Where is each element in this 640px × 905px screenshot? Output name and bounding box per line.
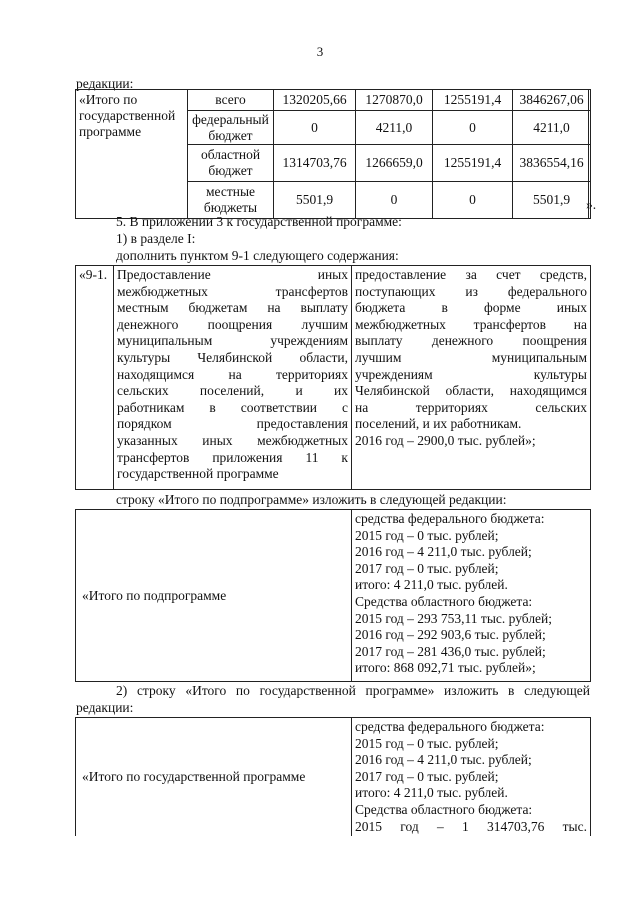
text-line: сельских поселений, и их: [117, 383, 348, 399]
text-line: бюджета в форме иных: [355, 300, 587, 316]
text-line: поступающих из федерального: [355, 283, 587, 299]
closing-mark: ».: [586, 197, 597, 212]
text-line: итого: 4 211,0 тыс. рублей.: [355, 785, 508, 801]
value-2017: 1255191,4: [433, 145, 513, 182]
text-line: находящимся на территориях: [117, 366, 348, 382]
source-cell: областной бюджет: [188, 145, 274, 182]
source-cell: местные бюджеты: [188, 182, 274, 219]
item-funding: [352, 266, 591, 490]
text-line: трансфертов приложения 11 к: [117, 449, 348, 465]
value-total: 3846267,06: [513, 90, 591, 111]
text-line: лучшим муниципальным: [355, 349, 587, 365]
value-2015: 1314703,76: [274, 145, 356, 182]
item-9-1-table: [75, 265, 591, 490]
text-line: муниципальным учреждениям: [117, 333, 348, 349]
value-2017: 1255191,4: [433, 90, 513, 111]
text-line: Средства областного бюджета:: [355, 801, 533, 817]
text-line: межбюджетных трансфертов на: [355, 316, 587, 332]
value-2016: 4211,0: [356, 111, 433, 145]
text-line: межбюджетных трансфертов: [117, 283, 348, 299]
text-line: 2015 год – 0 тыс. рублей;: [355, 527, 499, 543]
source-cell: всего: [188, 90, 274, 111]
text-line: 2017 год – 281 436,0 тыс. рублей;: [355, 643, 546, 659]
text-line: средства федерального бюджета:: [355, 719, 545, 734]
text-line: работникам в соответствии с: [117, 399, 348, 415]
text-line: 2017 год – 0 тыс. рублей;: [355, 560, 499, 576]
value-2016: 1266659,0: [356, 145, 433, 182]
text-line: итого: 4 211,0 тыс. рублей.: [355, 577, 508, 593]
text-line: 2016 год – 292 903,6 тыс. рублей;: [355, 627, 546, 643]
page-number: 3: [316, 44, 324, 59]
subprogram-total-details: [352, 510, 591, 682]
text-line: порядком предоставления: [117, 416, 348, 432]
text-line: предоставление за счет средств,: [355, 267, 587, 282]
text-line: культуры Челябинской области,: [117, 349, 348, 365]
value-total: 4211,0: [513, 111, 591, 145]
value-total: 3836554,16: [513, 145, 591, 182]
text-line: Средства областного бюджета:: [355, 593, 533, 609]
text-line: 2015 год – 293 753,11 тыс. рублей;: [355, 610, 553, 626]
value-2015: 0: [274, 111, 356, 145]
text-line: Предоставление иных: [117, 267, 348, 282]
text-line: государственной программе: [117, 466, 279, 482]
item-number: «9-1.: [76, 266, 114, 490]
source-cell: федеральный бюджет: [188, 111, 274, 145]
paragraph-2: 2) строку «Итого по государственной программе» изложить в следующей: [116, 683, 590, 698]
text-line: 2016 год – 2900,0 тыс. рублей»;: [355, 432, 536, 448]
top-fragment: редакции:: [76, 76, 134, 91]
text-line: итого: 868 092,71 тыс. рублей»;: [355, 660, 536, 676]
paragraph-2-end: редакции:: [76, 700, 134, 715]
value-2015: 1320205,66: [274, 90, 356, 111]
subprogram-total-label: «Итого по подпрограмме: [76, 510, 352, 682]
paragraph-5-1: 1) в разделе I:: [116, 231, 196, 246]
text-line: 2017 год – 0 тыс. рублей;: [355, 768, 499, 784]
paragraph-5-1-add: дополнить пунктом 9-1 следующего содержания:: [116, 248, 399, 263]
paragraph-subprogram: строку «Итого по подпрограмме» изложить в следующей редакции:: [116, 492, 507, 507]
text-line: на территориях сельских: [355, 399, 587, 415]
text-line: поселений, и их работникам.: [355, 416, 522, 432]
text-line: учреждениям культуры: [355, 366, 587, 382]
text-line: 2016 год – 4 211,0 тыс. рублей;: [355, 752, 532, 768]
program-total-label: «Итого по государственной программе: [76, 90, 188, 219]
program-totals-table: [75, 89, 591, 219]
value-2017: 0: [433, 182, 513, 219]
value-total: 5501,9: [513, 182, 591, 219]
text-line: 2015 год – 0 тыс. рублей;: [355, 735, 499, 751]
item-description: [114, 266, 352, 490]
text-line: 2016 год – 4 211,0 тыс. рублей;: [355, 544, 532, 560]
text-line: выплату денежного поощрения: [355, 333, 587, 349]
value-2017: 0: [433, 111, 513, 145]
program-total-table-2: [75, 717, 591, 836]
text-line: 2015 год – 1 314703,76 тыс.: [355, 818, 587, 834]
subprogram-total-table: [75, 509, 591, 682]
value-2016: 1270870,0: [356, 90, 433, 111]
text-line: Челябинской области, находящимся: [355, 383, 587, 399]
text-line: указанных иных межбюджетных: [117, 432, 348, 448]
text-line: средства федерального бюджета:: [355, 511, 545, 526]
value-2016: 0: [356, 182, 433, 219]
text-line: местным бюджетам на выплату: [117, 300, 348, 316]
program-total-details: [352, 718, 591, 836]
text-line: денежного поощрения лучшим: [117, 316, 348, 332]
program-total-label-2: «Итого по государственной программе: [76, 718, 352, 836]
value-2015: 5501,9: [274, 182, 356, 219]
paragraph-5: 5. В приложении 3 к государственной программе:: [116, 214, 402, 229]
